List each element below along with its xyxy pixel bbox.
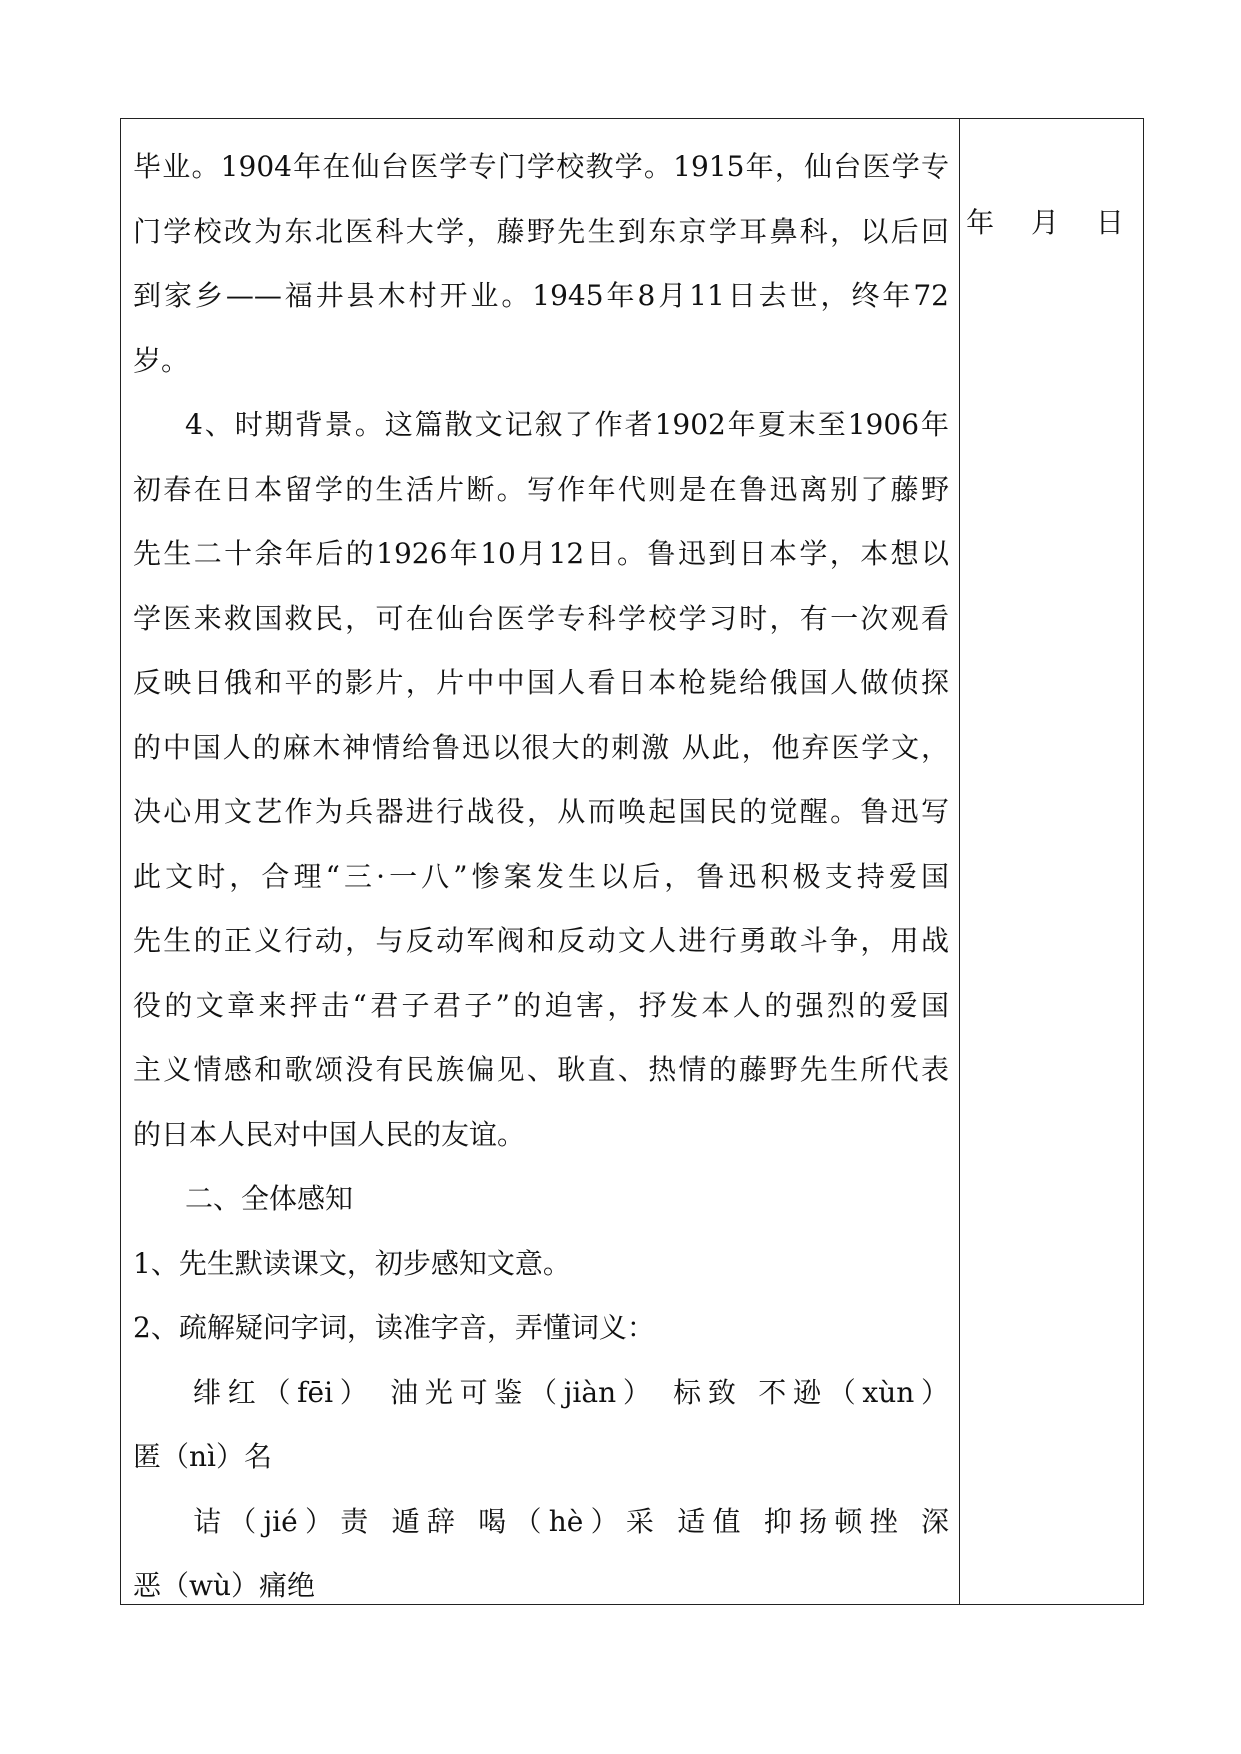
date-cell <box>961 119 1143 1604</box>
text-line: 到家乡——福井县木村开业。1945年8月11日去世，终年72 <box>133 279 949 312</box>
text-line: 此文时，合理“三·一八”惨案发生以后，鲁迅积极支持爱国 <box>133 859 949 893</box>
date-label: 年 月 日 <box>966 206 1138 239</box>
text-line: 役的文章来抨击“君子君子”的迫害，抒发本人的强烈的爱国 <box>133 988 949 1022</box>
vocabulary-line: 诘（jié）责 遁辞 喝（hè）采 适值 抑扬顿挫 深 <box>193 1504 949 1538</box>
section-heading-background: 4、时期背景。这篇散文记叙了作者1902年夏末至1906年 <box>185 408 949 441</box>
text-line: 的日本人民对中国人民的友谊。 <box>133 1117 526 1151</box>
text-line: 先生的正义行动，与反动军阀和反动文人进行勇敢斗争，用战 <box>133 924 949 957</box>
text-line: 学医来救国救民，可在仙台医学专科学校学习时，有一次观看 <box>133 601 949 635</box>
text-line: 岁。 <box>133 343 190 377</box>
vocabulary-line: 绯红（fēi） 油光可鉴（jiàn） 标致 不逊（xùn） <box>193 1375 949 1409</box>
text-line: 先生二十余年后的1926年10月12日。鲁迅到日本学，本想以 <box>133 537 949 570</box>
text-line: 2、疏解疑问字词，读准字音，弄懂词义： <box>133 1311 655 1344</box>
main-content-cell <box>121 119 959 1604</box>
text-line: 1、先生默读课文，初步感知文意。 <box>133 1246 571 1280</box>
vocabulary-line: 匿（nì）名 <box>133 1440 272 1473</box>
section-heading-overview: 二、全体感知 <box>185 1182 354 1215</box>
text-line: 决心用文艺作为兵器进行战役，从而唤起国民的觉醒。鲁迅写 <box>133 795 949 828</box>
text-line: 反映日俄和平的影片，片中中国人看日本枪毙给俄国人做侦探 <box>133 666 949 699</box>
column-divider <box>959 119 960 1604</box>
text-line: 初春在日本留学的生活片断。写作年代则是在鲁迅离别了藤野 <box>133 472 949 506</box>
text-line: 主义情感和歌颂没有民族偏见、耿直、热情的藤野先生所代表 <box>133 1053 949 1086</box>
text-line: 门学校改为东北医科大学，藤野先生到东京学耳鼻科，以后回 <box>133 214 949 248</box>
text-line: 的中国人的麻木神情给鲁迅以很大的刺激 从此，他弃医学文， <box>133 730 949 764</box>
vocabulary-line: 恶（wù）痛绝 <box>133 1569 316 1602</box>
content-table <box>120 118 1144 1605</box>
text-line: 毕业。1904年在仙台医学专门学校教学。1915年，仙台医学专 <box>133 150 949 183</box>
